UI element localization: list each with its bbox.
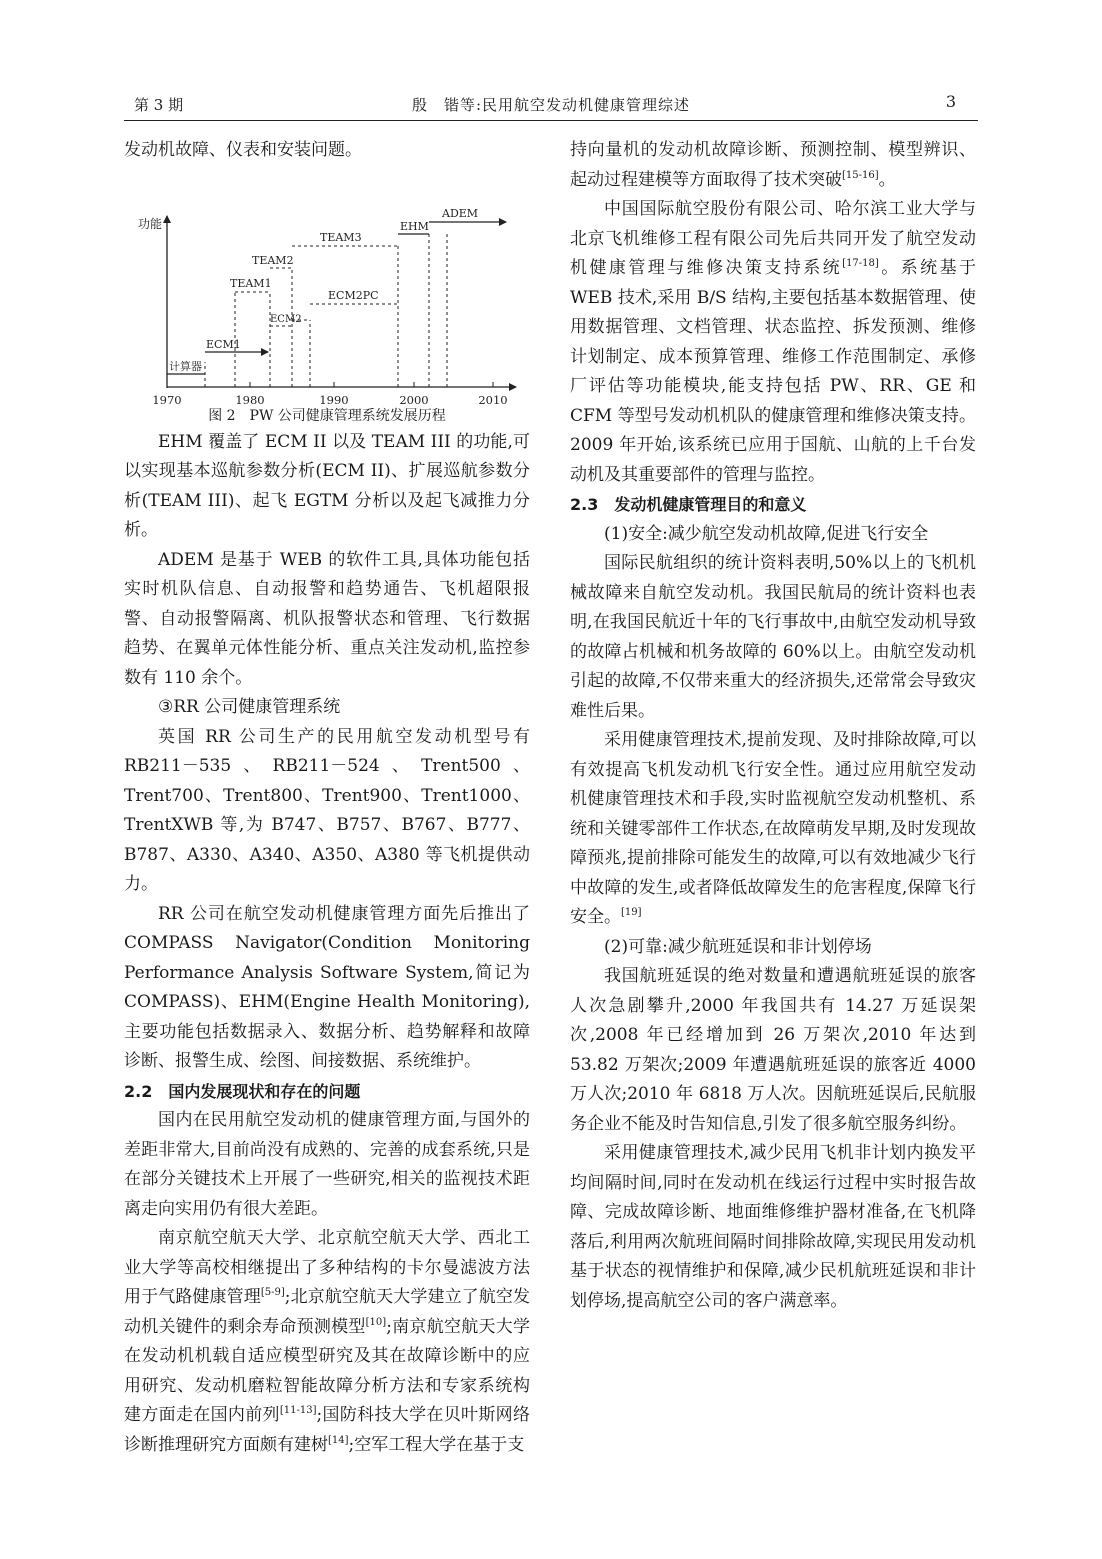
system-adem: [429, 207, 506, 387]
subheading-rr: ③RR 公司健康管理系统: [158, 697, 341, 717]
paragraph-text: ;国防科技大学在贝叶斯网络诊断推理研究方面颇有建树: [124, 1405, 530, 1455]
x-tick-1980: [235, 382, 264, 404]
system-ehm: [398, 220, 429, 387]
paragraph: [570, 195, 976, 490]
system-label: ECM2PC: [328, 288, 379, 302]
citation: [15-16]: [842, 169, 879, 181]
running-header: [124, 90, 978, 121]
x-tick-label: 1980: [235, 392, 265, 404]
paragraph: 发动机故障、仪表和安装问题。: [124, 140, 362, 160]
section-heading-2-3: 2.3 发动机健康管理目的和意义: [570, 495, 807, 514]
paragraph-text: 采用健康管理技术,提前发现、及时排除故障,可以有效提高飞机发动机飞行安全性。通过应用航空发动机健康管理技术和手段,实时监视航空发动机整机、系统和关键零部件工作状态,在故障萌发早期,及时发现故障预兆,提前排除可能发生的故障,可以有效地减少飞行中故障的发生,或者降低故障发生的危害程度,保障飞行安全。: [570, 730, 976, 927]
paragraph-text: 持向量机的发动机故障诊断、预测控制、模型辨识、起动过程建模等方面取得了技术突破: [570, 140, 976, 190]
paragraph: EHM 覆盖了 ECM II 以及 TEAM III 的功能,可以实现基本巡航参数分析(ECM II)、扩展巡航参数分析(TEAM III)、起飞 EGTM 分析以及起飞减推力分析。: [124, 431, 530, 540]
paragraph: 我国航班延误的绝对数量和遭遇航班延误的旅客人次急剧攀升,2000 年我国共有 14.27 万延误架次,2008 年已经增加到 26 万架次,2010 年达到 53.82 万架次;2009 年遭遇航班延误的旅客近 4000 万人次;2010 年 6818 万人次。因航班延误后,民航服务企业不能及时告知信息,引发了很多航空服务纠纷。: [570, 966, 976, 1134]
paragraph: [124, 1224, 530, 1460]
system-label: ECM2: [270, 313, 302, 325]
paragraph: RR 公司在航空发动机健康管理方面先后推出了 COMPASS Navigator(Condition Monitoring Performance Analysis Software System,简记为 COMPASS)、EHM(Engine Health Monitoring),主要功能包括数据录入、数据分析、趋势解释和故障诊断、报警生成、绘图、间接数据、系统维护。: [124, 903, 530, 1071]
y-axis-label: 功能: [138, 216, 163, 231]
subheading-safety: (1)安全:减少航空发动机故障,促进飞行安全: [604, 523, 929, 544]
x-tick-label: 2010: [478, 392, 508, 404]
paragraph-text: ;北京航空航天大学建立了航空发动机关键件的剩余寿命预测模型: [124, 1287, 530, 1337]
system-team1: [230, 277, 272, 387]
paragraph-text: 。: [878, 169, 896, 190]
system-label: ADEM: [442, 206, 479, 220]
system-label: TEAM1: [230, 276, 272, 290]
section-heading-2-2: 2.2 国内发展现状和存在的问题: [124, 1081, 361, 1101]
figure-caption: 图 2 PW 公司健康管理系统发展历程: [208, 407, 446, 424]
citation: [5-9]: [260, 1287, 285, 1298]
figure-pw-timeline: [124, 170, 530, 404]
subheading-reliability: (2)可靠:减少航班延误和非计划停场: [604, 936, 872, 957]
system-ecm2pc: [310, 289, 398, 304]
paragraph: [570, 726, 976, 933]
paragraph: 英国 RR 公司生产的民用航空发动机型号有 RB211－535、RB211－524、Trent500、Trent700、Trent800、Trent900、Trent1000、TrentXWB 等,为 B747、B757、B767、B777、B787、A330、A340、A350、A380 等飞机提供动力。: [124, 726, 530, 894]
citation: [19]: [621, 907, 642, 918]
system-calculator: [167, 359, 205, 387]
system-label: EHM: [400, 219, 429, 233]
system-label: TEAM3: [320, 230, 362, 244]
x-tick-2010: [478, 382, 507, 404]
citation: [17-18]: [842, 258, 879, 269]
paragraph: 国内在民用航空发动机的健康管理方面,与国外的差距非常大,目前尚没有成熟的、完善的成套系统,只是在部分关键技术上开展了一些研究,相关的监视技术距离走向实用仍有很大差距。: [124, 1110, 530, 1219]
paragraph-text: 。系统基于 WEB 技术,采用 B/S 结构,主要包括基本数据管理、使用数据管理、文档管理、状态监控、拆发预测、维修计划制定、成本预算管理、维修工作范围制定、承修厂评估等功能模块,能支持包括 PW、RR、GE 和 CFM 等型号发动机机队的健康管理和维修决策支持。2009 年开始,该系统已应用于国航、山航的上千台发动机及其重要部件的管理与监控。: [570, 258, 977, 485]
right-column: [570, 136, 976, 1316]
system-ecm1: [205, 338, 268, 387]
page-number: 3: [945, 92, 956, 111]
system-ecm2: [270, 314, 310, 387]
paragraph-text: ;南京航空航天大学在发动机机载自适应模型研究及其在故障诊断中的应用研究、发动机磨粒智能故障分析方法和专家系统构建方面走在国内前列: [124, 1316, 530, 1425]
timeline-diagram: [124, 170, 530, 404]
paragraph: 国际民航组织的统计资料表明,50%以上的飞机机械故障来自航空发动机。我国民航局的统计资料也表明,在我国民航近十年的飞行事故中,由航空发动机导致的故障占机械和机务故障的 60%以上。由航空发动机引起的故障,不仅带来重大的经济损失,还常常会导致灾难性后果。: [570, 553, 976, 721]
citation: [11-13]: [279, 1405, 317, 1416]
x-tick-2000: [399, 382, 428, 404]
citation: [10]: [365, 1316, 387, 1328]
paragraph: [570, 136, 976, 195]
running-title: 殷 锴等:民用航空发动机健康管理综述: [411, 96, 691, 114]
paragraph-text: 中国国际航空股份有限公司、哈尔滨工业大学与北京飞机维修工程有限公司先后共同开发了航空发动机健康管理与维修决策支持系统: [570, 199, 976, 278]
system-team3: [292, 231, 398, 387]
system-label: 计算器: [169, 359, 202, 373]
issue-number: 第 3 期: [134, 96, 184, 114]
x-tick-1990: [319, 382, 348, 404]
paragraph: ADEM 是基于 WEB 的软件工具,具体功能包括实时机队信息、自动报警和趋势通告、飞机超限报警、自动报警隔离、机队报警状态和管理、飞行数据趋势、在翼单元体性能分析、重点关注发动机,监控参数有 110 余个。: [124, 549, 530, 688]
left-column: [124, 136, 530, 1460]
x-tick-1970: [152, 382, 181, 404]
paragraph-text: 南京航空航天大学、北京航空航天大学、西北工业大学等高校相继提出了多种结构的卡尔曼滤波方法用于气路健康管理: [124, 1228, 530, 1307]
paragraph: 采用健康管理技术,减少民用飞机非计划内换发平均间隔时间,同时在发动机在线运行过程中实时报告故障、完成故障诊断、地面维修维护器材准备,在飞机降落后,利用两次航班间隔时间排除故障,实现民用发动机基于状态的视情维护和保障,减少民机航班延误和非计划停场,提高航空公司的客户满意率。: [570, 1143, 976, 1311]
x-tick-label: 1990: [319, 392, 349, 404]
system-label: TEAM2: [252, 253, 294, 267]
system-label: ECM1: [206, 337, 241, 351]
x-tick-label: 2000: [399, 392, 429, 404]
citation: [14]: [328, 1434, 349, 1446]
paragraph-text: ;空军工程大学在基于支: [348, 1434, 525, 1455]
x-tick-label: 1970: [152, 392, 182, 404]
